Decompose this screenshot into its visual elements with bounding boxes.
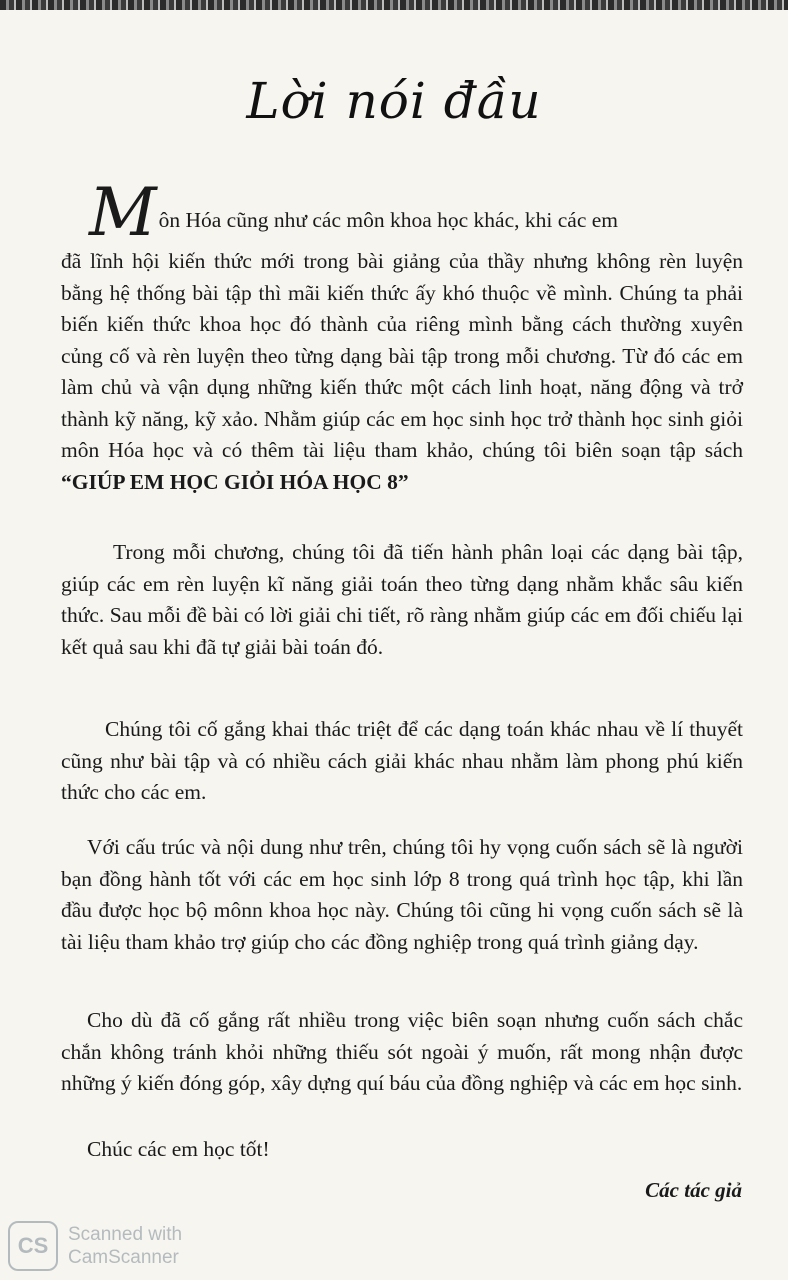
intro-first-line-text: ôn Hóa cũng như các môn khoa học khác, khi các em [158,208,618,232]
intro-body-text: đã lĩnh hội kiến thức mới trong bài giảng của thầy nhưng không rèn luyện bằng hệ thống bài tập thì mãi kiến thức ấy khó thuộc về mình. Chúng ta phải biến kiến thức khoa học đó thành của riêng mình bằng cách thường xuyên củng cố và rèn luyện theo từng dạng bài tập trong mỗi chương. Từ đó các em làm chủ và vận dụng những kiến thức một cách linh hoạt, năng động và trở thành kỹ năng, kỹ xảo. Nhằm giúp các em học sinh học trở thành học sinh giỏi môn Hóa học và có thêm tài liệu tham khảo, chúng tôi biên soạn tập sách [61,249,743,462]
paragraph-feedback: Cho dù đã cố gắng rất nhiều trong việc biên soạn nhưng cuốn sách chắc chắn không tránh khỏi những thiếu sót ngoài ý muốn, rất mong nhận được những ý kiến đóng góp, xây dựng quí báu của đồng nghiệp và các em học sinh. [61,1008,743,1095]
signature: Các tác giả [645,1178,742,1202]
paragraph-exploitation: Chúng tôi cố gắng khai thác triệt để các dạng toán khác nhau về lí thuyết cũng như bài tập và có nhiều cách giải khác nhau nhằm làm phong phú kiến thức cho các em. [61,717,743,804]
watermark-line-1: Scanned with [68,1224,183,1245]
drop-cap: M [89,174,157,251]
watermark-text [68,1223,182,1269]
book-title: “GIÚP EM HỌC GIỎI HÓA HỌC 8” [61,469,409,494]
watermark-line-2: CamScanner [68,1247,179,1268]
scanner-watermark [8,1220,182,1272]
paragraph-structure: Với cấu trúc và nội dung như trên, chúng tôi hy vọng cuốn sách sẽ là người bạn đồng hành tốt với các em học sinh lớp 8 trong quá trình học tập, khi lần đầu được học bộ mônn khoa học này. Chúng tôi cũng hi vọng cuốn sách sẽ là tài liệu tham khảo trợ giúp cho các đồng nghiệp trong quá trình giảng dạy. [61,835,743,954]
camscanner-logo-icon: CS [8,1221,58,1271]
paragraph-classification: Trong mỗi chương, chúng tôi đã tiến hành phân loại các dạng bài tập, giúp các em rèn luyện kĩ năng giải toán theo từng dạng nhằm khắc sâu kiến thức. Sau mỗi đề bài có lời giải chi tiết, rõ ràng nhằm giúp các em đối chiếu lại kết quả sau khi đã tự giải bài toán đó. [61,540,743,659]
intro-first-line [61,174,743,251]
paragraph-closing: Chúc các em học tốt! [87,1137,270,1161]
intro-paragraph [61,174,743,498]
page-top-border [0,0,788,10]
page-title: Lời nói đầu [246,72,542,130]
